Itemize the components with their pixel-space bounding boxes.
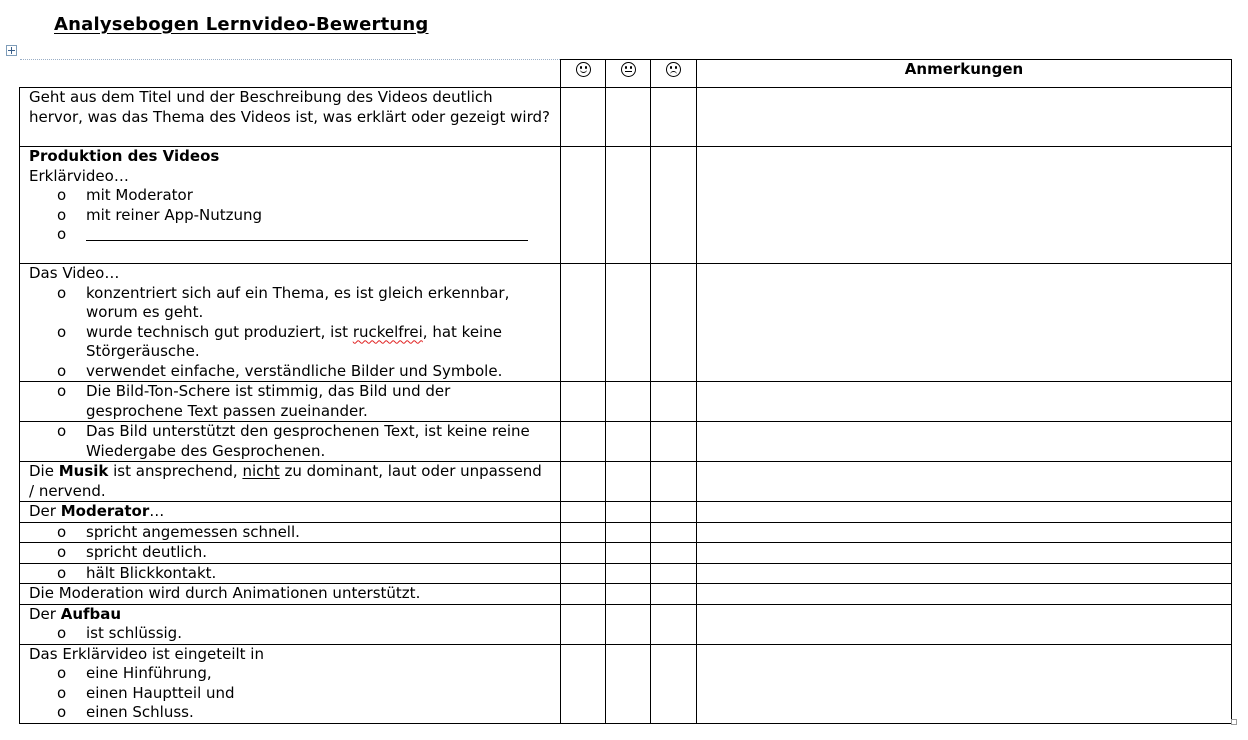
rating-happy-cell[interactable] bbox=[561, 543, 606, 564]
rating-happy-cell[interactable] bbox=[561, 88, 606, 147]
fill-in-line[interactable] bbox=[86, 225, 528, 241]
notes-cell[interactable] bbox=[697, 88, 1232, 147]
rating-sad-cell[interactable] bbox=[651, 147, 697, 264]
rating-neutral-cell[interactable] bbox=[606, 563, 651, 584]
criteria-cell[interactable] bbox=[20, 543, 561, 564]
list-item: o spricht angemessen schnell. bbox=[29, 523, 551, 543]
rating-neutral-cell[interactable] bbox=[606, 462, 651, 502]
rating-neutral-cell[interactable] bbox=[606, 522, 651, 543]
neutral-smiley-icon bbox=[621, 62, 636, 77]
rating-sad-cell[interactable] bbox=[651, 522, 697, 543]
rating-sad-cell[interactable] bbox=[651, 422, 697, 462]
rating-sad-cell[interactable] bbox=[651, 88, 697, 147]
rating-happy-cell[interactable] bbox=[561, 502, 606, 523]
list-item-blank[interactable] bbox=[29, 225, 551, 247]
criteria-cell[interactable] bbox=[20, 264, 561, 382]
list-item: o mit reiner App-Nutzung bbox=[29, 206, 551, 226]
emphasis-text: Aufbau bbox=[60, 604, 122, 623]
rating-sad-cell[interactable] bbox=[651, 584, 697, 605]
rating-happy-cell[interactable] bbox=[561, 382, 606, 422]
table-row bbox=[20, 604, 1232, 644]
list-item: o hält Blickkontakt. bbox=[29, 564, 551, 584]
rating-neutral-cell[interactable] bbox=[606, 88, 651, 147]
list-item: o einen Hauptteil und bbox=[29, 684, 551, 704]
document-title: Analysebogen Lernvideo-Bewertung bbox=[54, 14, 429, 35]
list-item: o verwendet einfache, verständliche Bilder und Symbole. bbox=[29, 362, 551, 382]
list-item: o spricht deutlich. bbox=[29, 543, 551, 563]
criteria-cell[interactable] bbox=[20, 147, 561, 264]
header-criteria-cell bbox=[20, 60, 561, 88]
emphasis-text: Musik bbox=[58, 462, 109, 480]
misspelled-word[interactable]: ruckelfrei bbox=[352, 322, 423, 341]
notes-cell[interactable] bbox=[697, 462, 1232, 502]
rating-happy-cell[interactable] bbox=[561, 644, 606, 723]
criteria-text: Das Erklärvideo ist eingeteilt in bbox=[29, 644, 264, 663]
criteria-cell[interactable] bbox=[20, 88, 561, 147]
criteria-text: Erklärvideo… bbox=[29, 166, 129, 185]
list-item: o ist schlüssig. bbox=[29, 624, 551, 644]
notes-cell[interactable] bbox=[697, 502, 1232, 523]
notes-cell[interactable] bbox=[697, 422, 1232, 462]
criteria-cell[interactable] bbox=[20, 502, 561, 523]
list-item: o mit Moderator bbox=[29, 186, 551, 206]
table-row bbox=[20, 543, 1232, 564]
list-item: o konzentriert sich auf ein Thema, es ist gleich erkennbar, worum es geht. bbox=[29, 284, 551, 323]
header-sad-cell bbox=[651, 60, 697, 88]
rating-neutral-cell[interactable] bbox=[606, 382, 651, 422]
notes-cell[interactable] bbox=[697, 584, 1232, 605]
criteria-cell[interactable] bbox=[20, 584, 561, 605]
criteria-cell[interactable] bbox=[20, 522, 561, 543]
rating-happy-cell[interactable] bbox=[561, 604, 606, 644]
notes-cell[interactable] bbox=[697, 644, 1232, 723]
list-item: o wurde technisch gut produziert, ist ruckelfrei, hat keine Störgeräusche. bbox=[29, 323, 551, 362]
notes-cell[interactable] bbox=[697, 563, 1232, 584]
criteria-cell[interactable] bbox=[20, 422, 561, 462]
list-item: o eine Hinführung, bbox=[29, 664, 551, 684]
table-resize-handle[interactable] bbox=[1231, 719, 1237, 725]
rating-happy-cell[interactable] bbox=[561, 563, 606, 584]
emphasis-text: Moderator bbox=[60, 502, 150, 520]
notes-cell[interactable] bbox=[697, 604, 1232, 644]
sad-smiley-icon bbox=[666, 62, 681, 77]
happy-smiley-icon bbox=[576, 62, 591, 77]
notes-cell[interactable] bbox=[697, 522, 1232, 543]
rating-neutral-cell[interactable] bbox=[606, 543, 651, 564]
rating-sad-cell[interactable] bbox=[651, 604, 697, 644]
table-row bbox=[20, 88, 1232, 147]
rating-neutral-cell[interactable] bbox=[606, 264, 651, 382]
section-heading: Produktion des Videos bbox=[29, 147, 220, 165]
table-row bbox=[20, 563, 1232, 584]
criteria-cell[interactable] bbox=[20, 644, 561, 723]
header-neutral-cell bbox=[606, 60, 651, 88]
notes-cell[interactable] bbox=[697, 382, 1232, 422]
rating-sad-cell[interactable] bbox=[651, 644, 697, 723]
header-notes-cell: Anmerkungen bbox=[697, 60, 1232, 88]
rating-neutral-cell[interactable] bbox=[606, 644, 651, 723]
table-header-row bbox=[20, 60, 1232, 88]
rating-happy-cell[interactable] bbox=[561, 462, 606, 502]
table-row bbox=[20, 502, 1232, 523]
rating-sad-cell[interactable] bbox=[651, 462, 697, 502]
evaluation-table bbox=[19, 59, 1232, 724]
rating-happy-cell[interactable] bbox=[561, 522, 606, 543]
rating-neutral-cell[interactable] bbox=[606, 584, 651, 605]
rating-happy-cell[interactable] bbox=[561, 264, 606, 382]
rating-happy-cell[interactable] bbox=[561, 422, 606, 462]
rating-sad-cell[interactable] bbox=[651, 502, 697, 523]
table-row bbox=[20, 584, 1232, 605]
table-row bbox=[20, 422, 1232, 462]
rating-sad-cell[interactable] bbox=[651, 543, 697, 564]
list-item: o einen Schluss. bbox=[29, 703, 551, 723]
table-row bbox=[20, 264, 1232, 382]
notes-cell[interactable] bbox=[697, 264, 1232, 382]
criteria-text: Der Moderator… bbox=[29, 502, 165, 520]
table-row bbox=[20, 462, 1232, 502]
rating-neutral-cell[interactable] bbox=[606, 502, 651, 523]
table-row bbox=[20, 644, 1232, 723]
criteria-cell[interactable] bbox=[20, 462, 561, 502]
table-row bbox=[20, 522, 1232, 543]
list-item: o Das Bild unterstützt den gesprochenen Text, ist keine reine Wiedergabe des Gesprochenen. bbox=[29, 422, 551, 461]
rating-happy-cell[interactable] bbox=[561, 584, 606, 605]
criteria-text: Der Aufbau bbox=[29, 604, 122, 623]
rating-sad-cell[interactable] bbox=[651, 382, 697, 422]
list-item: o Die Bild-Ton-Schere ist stimmig, das Bild und der gesprochene Text passen zueinander. bbox=[29, 382, 551, 421]
table-row bbox=[20, 147, 1232, 264]
criteria-text: Geht aus dem Titel und der Beschreibung des Videos deutlich hervor, was das Thema des Videos ist, was erklärt oder gezeigt wird? bbox=[29, 88, 550, 126]
criteria-text: Das Video… bbox=[29, 264, 120, 282]
table-row bbox=[20, 382, 1232, 422]
rating-happy-cell[interactable] bbox=[561, 147, 606, 264]
criteria-cell[interactable] bbox=[20, 382, 561, 422]
table-move-handle-icon[interactable] bbox=[6, 45, 17, 56]
notes-cell[interactable] bbox=[697, 147, 1232, 264]
rating-sad-cell[interactable] bbox=[651, 264, 697, 382]
header-happy-cell bbox=[561, 60, 606, 88]
criteria-cell[interactable] bbox=[20, 604, 561, 644]
rating-neutral-cell[interactable] bbox=[606, 604, 651, 644]
rating-neutral-cell[interactable] bbox=[606, 147, 651, 264]
notes-cell[interactable] bbox=[697, 543, 1232, 564]
rating-sad-cell[interactable] bbox=[651, 563, 697, 584]
underlined-text: nicht bbox=[242, 462, 280, 480]
criteria-text: Die Musik ist ansprechend, nicht zu dominant, laut oder unpassend / nervend. bbox=[29, 462, 542, 500]
criteria-text: Die Moderation wird durch Animationen unterstützt. bbox=[29, 584, 421, 602]
criteria-cell[interactable] bbox=[20, 563, 561, 584]
rating-neutral-cell[interactable] bbox=[606, 422, 651, 462]
